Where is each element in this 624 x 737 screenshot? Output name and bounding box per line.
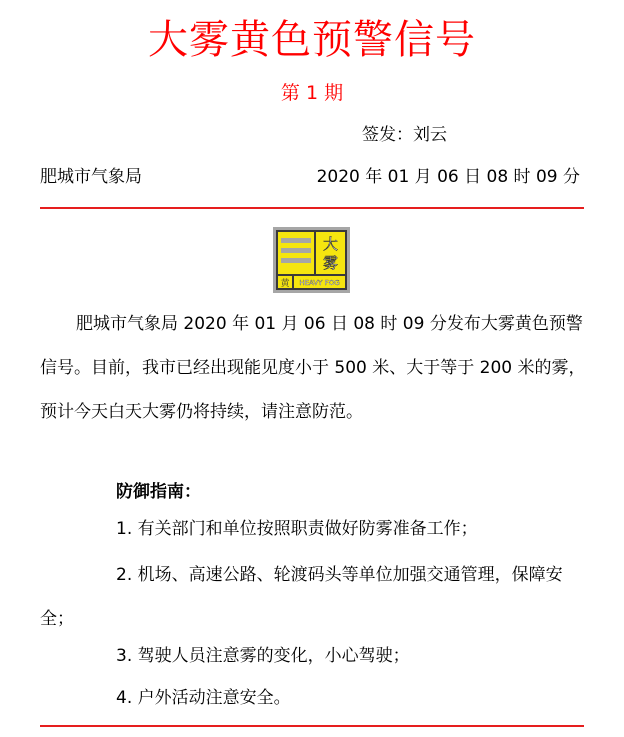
- icon-english-label: HEAVY FOG: [299, 279, 340, 287]
- icon-char-bottom: 雾: [322, 254, 339, 272]
- issuer-name: 肥城市气象局: [40, 167, 142, 187]
- icon-corner-char: 黄: [280, 279, 290, 289]
- document-title: 大雾黄色预警信号: [148, 17, 476, 63]
- guide-item: 4. 户外活动注意安全。: [116, 688, 291, 708]
- guide-item: 1. 有关部门和单位按照职责做好防雾准备工作；: [116, 519, 478, 539]
- guide-item: 2. 机场、高速公路、轮渡码头等单位加强交通管理，保障安全；: [40, 565, 563, 629]
- icon-char-top: 大: [322, 235, 339, 253]
- bottom-divider: [40, 725, 584, 727]
- guide-title: 防御指南：: [116, 482, 201, 502]
- main-paragraph: 肥城市气象局 2020 年 01 月 06 日 08 时 09 分发布大雾黄色预警信号。目前，我市已经出现能见度小于 500 米、大于等于 200 米的雾，预计今天白天大雾仍将持续，请注意防范。: [40, 314, 586, 422]
- issue-datetime: 2020 年 01 月 06 日 08 时 09 分: [316, 167, 580, 187]
- heavy-fog-yellow-signal-icon: [273, 227, 350, 293]
- guide-item: 3. 驾驶人员注意雾的变化，小心驾驶；: [116, 646, 410, 666]
- issue-number: 第 1 期: [280, 82, 344, 104]
- top-divider: [40, 207, 584, 209]
- signer: 签发：刘云: [362, 125, 447, 145]
